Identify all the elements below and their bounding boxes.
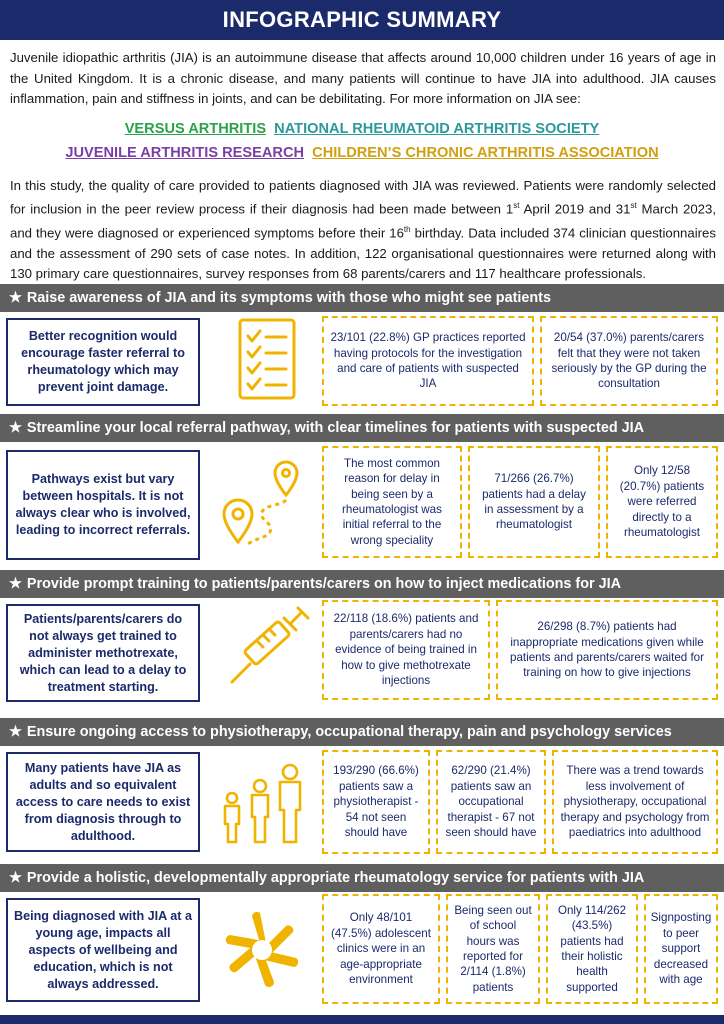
star-icon: ★	[9, 420, 22, 436]
section-heading-awareness: ★ Raise awareness of JIA and its symptoms with those who might see patients	[0, 284, 724, 312]
section-heading-therapy: ★ Ensure ongoing access to physiotherapy, occupational therapy, pain and psychology services	[0, 718, 724, 746]
key-message-box: Being diagnosed with JIA at a young age, impacts all aspects of wellbeing and education, which is not always addressed.	[6, 898, 200, 1002]
key-message-box: Pathways exist but vary between hospitals. It is not always clear who is involved, leading to incorrect referrals.	[6, 450, 200, 560]
syringe-icon	[214, 604, 314, 700]
footer-bar	[0, 1015, 724, 1024]
intro-paragraph: Juvenile idiopathic arthritis (JIA) is an autoimmune disease that affects around 10,000 children under 16 years of age in the United Kingdom. It is a chronic disease, and many patients will continue to have JIA into adulthood. JIA causes inflammation, pain and stiffness in joints, and can be debilitating. For more information on JIA see:	[10, 50, 716, 107]
stat-box: 71/266 (26.7%) patients had a delay in assessment by a rheumatologist	[468, 446, 600, 558]
stat-box: 23/101 (22.8%) GP practices reported having protocols for the investigation and care of patients with suspected JIA	[322, 316, 534, 406]
route-pins-icon	[214, 456, 314, 556]
star-icon: ★	[9, 576, 22, 592]
link-nras[interactable]: NATIONAL RHEUMATOID ARTHRITIS SOCIETY	[274, 121, 600, 137]
stat-box: 22/118 (18.6%) patients and parents/carers had no evidence of being trained in how to give methotrexate injections	[322, 600, 490, 700]
star-icon: ★	[9, 290, 22, 306]
star-icon: ★	[9, 724, 22, 740]
growing-people-icon	[212, 756, 312, 852]
stat-box: Signposting to peer support decreased with age	[644, 894, 718, 1004]
stat-box: The most common reason for delay in being seen by a rheumatologist was initial referral to the wrong speciality	[322, 446, 462, 558]
link-versus-arthritis[interactable]: VERSUS ARTHRITIS	[124, 121, 267, 137]
stat-box: Only 114/262 (43.5%) patients had their holistic health supported	[546, 894, 638, 1004]
checklist-icon	[216, 316, 316, 402]
section-heading-referral: ★ Streamline your local referral pathway, with clear timelines for patients with suspected JIA	[0, 414, 724, 442]
stat-box: Being seen out of school hours was reported for 2/114 (1.8%) patients	[446, 894, 540, 1004]
stat-box: Only 48/101 (47.5%) adolescent clinics were in an age-appropriate environment	[322, 894, 440, 1004]
stat-box: There was a trend towards less involvement of physiotherapy, occupational therapy and psychology from paediatrics into adulthood	[552, 750, 718, 854]
stat-box: 20/54 (37.0%) parents/carers felt that they were not taken seriously by the GP during the consultation	[540, 316, 718, 406]
stat-box: Only 12/58 (20.7%) patients were referred directly to a rheumatologist	[606, 446, 718, 558]
section-heading-training: ★ Provide prompt training to patients/parents/carers on how to inject medications for JIA	[0, 570, 724, 598]
links-row-1	[0, 118, 724, 140]
key-message-box: Many patients have JIA as adults and so equivalent access to care needs to exist from diagnosis through to adulthood.	[6, 752, 200, 852]
stat-box: 62/290 (21.4%) patients saw an occupational therapist - 67 not seen should have	[436, 750, 546, 854]
link-ccaa[interactable]: CHILDREN’S CHRONIC ARTHRITIS ASSOCIATION	[312, 145, 659, 161]
links-row-2	[0, 142, 724, 164]
section-heading-holistic: ★ Provide a holistic, developmentally appropriate rheumatology service for patients with JIA	[0, 864, 724, 892]
key-message-box: Better recognition would encourage faster referral to rheumatology which may prevent joint damage.	[6, 318, 200, 406]
page-title: INFOGRAPHIC SUMMARY	[0, 0, 724, 40]
stat-box: 193/290 (66.6%) patients saw a physiotherapist - 54 not seen should have	[322, 750, 430, 854]
stat-box: 26/298 (8.7%) patients had inappropriate medications given while patients and parents/carers waited for training on how to give injections	[496, 600, 718, 700]
link-juvenile-arthritis-research[interactable]: JUVENILE ARTHRITIS RESEARCH	[65, 145, 305, 161]
star-icon: ★	[9, 870, 22, 886]
key-message-box: Patients/parents/carers do not always get trained to administer methotrexate, which can lead to a delay to treatment starting.	[6, 604, 200, 702]
joined-hands-icon	[212, 900, 312, 1000]
study-paragraph: In this study, the quality of care provided to patients diagnosed with JIA was reviewed. Patients were randomly selected for inclusion in the peer review process if their diagnosis had been made between 1st April 2019 and 31st March 2023, and they were diagnosed or experienced symptoms before their 16th birthday. Data included 374 clinician questionnaires and the assessment of 290 sets of case notes. In addition, 122 organisational questionnaires were returned along with 130 primary care questionnaires, survey responses from 68 parents/carers and 117 healthcare professionals.	[10, 178, 716, 281]
